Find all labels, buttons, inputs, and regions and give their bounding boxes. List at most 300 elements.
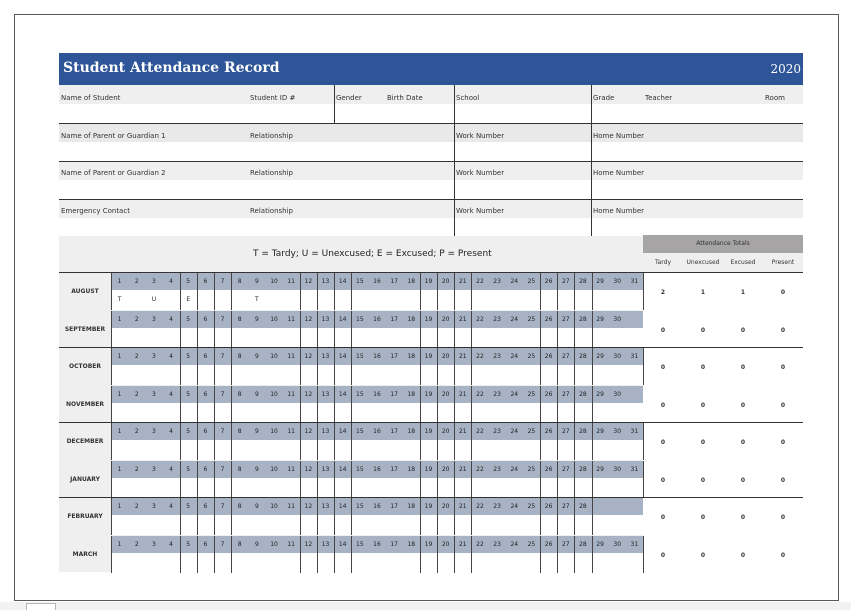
- day-number: 30: [613, 278, 622, 285]
- day-number: 17: [390, 540, 398, 548]
- day-number: 20: [441, 353, 450, 360]
- day-number: 5: [186, 503, 191, 510]
- day-number: 20: [441, 503, 450, 510]
- day-number: 22: [476, 278, 484, 285]
- day-number: 8: [237, 390, 242, 398]
- form-title: Student Attendance Record: [63, 60, 280, 76]
- month-label: SEPTEMBER: [64, 325, 106, 333]
- parent-2-label: Name of Parent or Guardian 2: [61, 169, 166, 177]
- info-row-3-input-band[interactable]: [59, 180, 803, 199]
- total-present: 0: [780, 514, 786, 521]
- total-present: 0: [780, 289, 786, 296]
- attendance-mark[interactable]: T: [117, 296, 122, 303]
- day-number: 27: [561, 390, 570, 398]
- day-number: 4: [169, 390, 173, 398]
- divider: [59, 199, 803, 200]
- day-number: 11: [287, 503, 295, 510]
- attendance-entry-row[interactable]: [111, 553, 643, 573]
- week-divider: [351, 423, 352, 460]
- day-number: 14: [338, 428, 347, 435]
- week-divider: [197, 461, 198, 498]
- week-divider: [197, 386, 198, 423]
- day-number: 8: [237, 278, 242, 285]
- total-tardy: 0: [660, 439, 666, 446]
- week-divider: [574, 273, 575, 310]
- day-number: 11: [287, 390, 295, 398]
- work-number-2-label: Work Number: [456, 169, 505, 177]
- day-number: 2: [134, 540, 139, 548]
- day-number: 9: [254, 503, 259, 510]
- day-number: 25: [527, 315, 536, 323]
- week-divider: [540, 273, 541, 310]
- day-number: 15: [356, 428, 364, 435]
- day-number: 19: [424, 540, 433, 548]
- day-number: 28: [579, 540, 587, 548]
- info-row-2-label-band: [59, 123, 803, 142]
- attendance-entry-row[interactable]: [111, 365, 643, 385]
- day-number: 26: [544, 278, 553, 285]
- day-number: 25: [527, 428, 536, 435]
- total-tardy: 0: [660, 551, 666, 559]
- day-number: 21: [458, 503, 467, 510]
- attendance-mark[interactable]: T: [255, 296, 259, 303]
- week-divider: [180, 348, 181, 385]
- week-divider: [214, 461, 215, 498]
- day-number: 4: [169, 540, 173, 548]
- day-number: 8: [237, 428, 242, 435]
- day-number: 4: [169, 315, 173, 323]
- total-unexcused: 0: [700, 551, 706, 559]
- month-divider: [111, 423, 112, 460]
- day-number: 14: [338, 465, 347, 473]
- day-number: 29: [596, 278, 604, 285]
- week-divider: [231, 348, 232, 385]
- day-number: 12: [304, 278, 313, 285]
- week-divider: [300, 423, 301, 460]
- info-row-4-label-band: [59, 199, 803, 218]
- day-number: 25: [527, 278, 536, 285]
- week-divider: [420, 536, 421, 573]
- day-number: 15: [356, 353, 364, 360]
- attendance-entry-row[interactable]: [111, 440, 643, 460]
- day-number: 19: [424, 503, 433, 510]
- week-divider: [454, 536, 455, 573]
- day-number: 22: [476, 353, 484, 360]
- info-row-2-input-band[interactable]: [59, 142, 803, 161]
- week-divider: [454, 423, 455, 460]
- week-divider: [420, 386, 421, 423]
- day-number: 16: [373, 465, 381, 473]
- day-number: 4: [169, 278, 173, 285]
- day-number: 24: [510, 390, 519, 398]
- day-number: 17: [390, 390, 398, 398]
- day-number: 6: [203, 353, 208, 360]
- week-divider: [197, 423, 198, 460]
- total-present: 0: [780, 476, 786, 484]
- day-number: 6: [203, 428, 208, 435]
- week-divider: [351, 273, 352, 310]
- total-excused: 0: [740, 551, 746, 559]
- day-number: 25: [527, 465, 536, 473]
- week-divider: [197, 273, 198, 310]
- day-number: 10: [270, 278, 278, 285]
- day-number: 30: [613, 428, 622, 435]
- week-divider: [454, 311, 455, 348]
- day-number: 13: [321, 278, 330, 285]
- week-divider: [317, 273, 318, 310]
- week-divider: [351, 498, 352, 535]
- attendance-entry-row[interactable]: [111, 515, 643, 535]
- week-divider: [231, 273, 232, 310]
- day-number: 21: [458, 315, 467, 323]
- week-divider: [214, 498, 215, 535]
- week-divider: [317, 498, 318, 535]
- week-divider: [592, 498, 593, 535]
- day-number: 19: [424, 353, 433, 360]
- day-number: 1: [117, 540, 122, 548]
- week-divider: [592, 461, 593, 498]
- day-number: 20: [441, 278, 450, 285]
- day-number: 16: [373, 390, 381, 398]
- month-label: NOVEMBER: [66, 400, 104, 408]
- day-number: 14: [338, 278, 347, 285]
- week-divider: [334, 273, 335, 310]
- day-number: 23: [493, 428, 501, 435]
- day-number: 28: [579, 465, 587, 473]
- total-present: 0: [780, 326, 786, 334]
- day-number: 26: [544, 315, 553, 323]
- day-number: 9: [254, 465, 259, 473]
- month-divider: [111, 461, 112, 498]
- day-number: 6: [203, 540, 208, 548]
- day-number: 25: [527, 540, 536, 548]
- day-number: 8: [237, 353, 242, 360]
- sheet-tab[interactable]: [26, 603, 56, 610]
- day-number: 30: [613, 315, 622, 323]
- week-divider: [420, 461, 421, 498]
- day-number: 26: [544, 465, 553, 473]
- day-number: 17: [390, 465, 398, 473]
- day-number: 23: [493, 353, 501, 360]
- week-divider: [471, 348, 472, 385]
- day-number: 9: [254, 315, 259, 323]
- day-number: 28: [579, 353, 587, 360]
- day-number: 28: [579, 503, 587, 510]
- month-divider: [111, 536, 112, 573]
- day-number: 12: [304, 353, 313, 360]
- day-number: 28: [579, 428, 587, 435]
- day-number: 22: [476, 540, 484, 548]
- day-number: 20: [441, 465, 450, 473]
- week-divider: [180, 311, 181, 348]
- day-number: 16: [373, 428, 381, 435]
- day-number: 18: [407, 465, 416, 473]
- day-number: 30: [613, 390, 622, 398]
- week-divider: [471, 423, 472, 460]
- info-row-4-input-band[interactable]: [59, 218, 803, 236]
- week-divider: [557, 498, 558, 535]
- week-divider: [592, 311, 593, 348]
- totals-col-tardy: Tardy: [654, 259, 672, 266]
- day-number: 27: [561, 540, 570, 548]
- attendance-entry-row[interactable]: [111, 403, 643, 423]
- totals-col-unexcused: Unexcused: [686, 259, 720, 266]
- week-divider: [557, 273, 558, 310]
- week-divider: [300, 311, 301, 348]
- week-divider: [437, 461, 438, 498]
- teacher-label: Teacher: [645, 94, 673, 102]
- day-number: 11: [287, 353, 295, 360]
- work-number-1-label: Work Number: [456, 132, 505, 140]
- week-divider: [471, 386, 472, 423]
- day-number: 13: [321, 353, 330, 360]
- day-number: 13: [321, 465, 330, 473]
- home-number-3-label: Home Number: [593, 207, 645, 215]
- week-divider: [574, 311, 575, 348]
- attendance-entry-row[interactable]: [111, 328, 643, 348]
- week-divider: [334, 386, 335, 423]
- attendance-entry-row[interactable]: [111, 478, 643, 498]
- day-number: 20: [441, 428, 450, 435]
- day-number: 28: [579, 390, 587, 398]
- week-divider: [197, 536, 198, 573]
- day-number: 2: [134, 390, 139, 398]
- day-number: 19: [424, 428, 433, 435]
- total-tardy: 0: [660, 364, 666, 371]
- gender-label: Gender: [336, 94, 362, 102]
- day-number: 2: [134, 428, 139, 435]
- total-tardy: 0: [660, 476, 666, 484]
- week-divider: [197, 348, 198, 385]
- attendance-sheet: [59, 53, 803, 559]
- day-number: 16: [373, 503, 381, 510]
- emergency-contact-label: Emergency Contact: [61, 207, 130, 215]
- week-divider: [214, 311, 215, 348]
- day-number: 5: [186, 465, 191, 473]
- day-number: 30: [613, 465, 622, 473]
- week-divider: [540, 498, 541, 535]
- day-number: 18: [407, 278, 416, 285]
- week-divider: [540, 423, 541, 460]
- day-number: 2: [134, 353, 139, 360]
- week-divider: [317, 348, 318, 385]
- day-number: 1: [117, 428, 122, 435]
- day-number: 24: [510, 428, 519, 435]
- week-divider: [540, 386, 541, 423]
- totals-block: [643, 423, 803, 498]
- day-number: 17: [390, 503, 398, 510]
- month-divider: [111, 386, 112, 423]
- total-unexcused: 0: [700, 476, 706, 484]
- birth-date-label: Birth Date: [387, 94, 423, 102]
- week-divider: [574, 498, 575, 535]
- week-divider: [540, 536, 541, 573]
- day-number: 31: [630, 353, 639, 360]
- day-number: 4: [169, 465, 173, 473]
- totals-block: [643, 273, 803, 348]
- week-divider: [351, 311, 352, 348]
- month-divider: [111, 498, 112, 535]
- day-number: 24: [510, 503, 519, 510]
- day-number: 1: [117, 465, 122, 473]
- day-number: 18: [407, 390, 416, 398]
- day-number: 3: [151, 465, 156, 473]
- week-divider: [471, 273, 472, 310]
- week-divider: [180, 461, 181, 498]
- week-divider: [540, 348, 541, 385]
- week-divider: [197, 311, 198, 348]
- day-number: 1: [117, 315, 122, 323]
- day-number: 26: [544, 428, 553, 435]
- total-excused: 0: [740, 439, 746, 446]
- day-number: 13: [321, 503, 330, 510]
- day-number: 12: [304, 465, 313, 473]
- day-number: 4: [169, 428, 173, 435]
- week-divider: [300, 348, 301, 385]
- day-number: 15: [356, 390, 364, 398]
- day-number: 7: [220, 353, 225, 360]
- day-number: 23: [493, 315, 501, 323]
- day-number: 7: [220, 278, 225, 285]
- day-number: 23: [493, 465, 501, 473]
- day-number: 27: [561, 353, 570, 360]
- day-number: 14: [338, 315, 347, 323]
- day-number: 6: [203, 278, 208, 285]
- day-number: 22: [476, 315, 484, 323]
- day-number: 11: [287, 540, 295, 548]
- day-number: 13: [321, 390, 330, 398]
- day-number: 2: [134, 503, 139, 510]
- day-number: 11: [287, 465, 295, 473]
- info-row-1-input-band[interactable]: [59, 104, 803, 123]
- week-divider: [214, 273, 215, 310]
- attendance-legend: T = Tardy; U = Unexcused; E = Excused; P = Present: [253, 249, 492, 259]
- day-number: 3: [151, 278, 156, 285]
- week-divider: [180, 536, 181, 573]
- week-divider: [180, 386, 181, 423]
- total-present: 0: [780, 364, 786, 371]
- week-divider: [454, 386, 455, 423]
- day-number: 18: [407, 353, 416, 360]
- total-unexcused: 0: [700, 364, 706, 371]
- day-number: 26: [544, 353, 553, 360]
- attendance-mark[interactable]: E: [186, 296, 191, 303]
- home-number-2-label: Home Number: [593, 169, 645, 177]
- day-number: 23: [493, 503, 501, 510]
- totals-col-present: Present: [771, 259, 795, 266]
- day-number: 27: [561, 503, 570, 510]
- day-number: 31: [630, 540, 639, 548]
- week-divider: [180, 423, 181, 460]
- day-number: 29: [596, 315, 604, 323]
- day-number: 9: [254, 390, 259, 398]
- day-number: 5: [186, 540, 191, 548]
- totals-col-excused: Excused: [730, 259, 756, 266]
- day-number: 6: [203, 503, 208, 510]
- day-number: 23: [493, 540, 501, 548]
- day-number: 15: [356, 465, 364, 473]
- week-divider: [180, 498, 181, 535]
- week-divider: [574, 386, 575, 423]
- week-divider: [592, 273, 593, 310]
- day-number: 14: [338, 540, 347, 548]
- day-number: 7: [220, 465, 225, 473]
- week-divider: [437, 273, 438, 310]
- week-divider: [437, 348, 438, 385]
- home-number-1-label: Home Number: [593, 132, 645, 140]
- day-number: 10: [270, 428, 278, 435]
- week-divider: [334, 498, 335, 535]
- day-number: 29: [596, 465, 604, 473]
- day-number: 3: [151, 353, 156, 360]
- day-number: 5: [186, 315, 191, 323]
- total-tardy: 0: [660, 401, 666, 409]
- day-number: 27: [561, 465, 570, 473]
- week-divider: [231, 498, 232, 535]
- week-divider: [471, 498, 472, 535]
- school-label: School: [456, 94, 480, 102]
- week-divider: [231, 536, 232, 573]
- week-divider: [592, 536, 593, 573]
- day-number: 18: [407, 428, 416, 435]
- month-label: AUGUST: [71, 288, 99, 295]
- day-number: 16: [373, 315, 381, 323]
- divider: [454, 85, 455, 236]
- week-divider: [471, 461, 472, 498]
- total-excused: 0: [740, 401, 746, 409]
- week-divider: [197, 498, 198, 535]
- day-number: 14: [338, 503, 347, 510]
- week-divider: [214, 536, 215, 573]
- week-divider: [317, 461, 318, 498]
- week-divider: [317, 536, 318, 573]
- day-number: 29: [596, 353, 604, 360]
- week-divider: [420, 311, 421, 348]
- day-number: 6: [203, 315, 208, 323]
- total-unexcused: 1: [700, 289, 706, 296]
- week-divider: [557, 348, 558, 385]
- day-number: 3: [151, 390, 156, 398]
- day-number: 22: [476, 465, 484, 473]
- day-number: 21: [458, 278, 467, 285]
- week-divider: [231, 423, 232, 460]
- total-tardy: 0: [660, 326, 666, 334]
- month-label: DECEMBER: [66, 438, 104, 445]
- info-row-1-label-band: [59, 85, 803, 104]
- attendance-mark[interactable]: U: [151, 296, 157, 303]
- totals-block: [643, 498, 803, 573]
- divider: [59, 123, 803, 124]
- totals-block: [643, 348, 803, 423]
- month-label: FEBRUARY: [67, 513, 103, 520]
- week-divider: [557, 423, 558, 460]
- total-excused: 0: [740, 326, 746, 334]
- day-number: 10: [270, 390, 278, 398]
- week-divider: [454, 498, 455, 535]
- day-number: 9: [254, 278, 259, 285]
- day-number: 12: [304, 315, 313, 323]
- day-number: 4: [169, 353, 173, 360]
- day-number: 26: [544, 390, 553, 398]
- day-number: 5: [186, 428, 191, 435]
- day-number: 14: [338, 390, 347, 398]
- day-number: 10: [270, 353, 278, 360]
- week-divider: [317, 311, 318, 348]
- week-divider: [574, 348, 575, 385]
- total-unexcused: 0: [700, 514, 706, 521]
- student-id-label: Student ID #: [250, 94, 296, 102]
- day-number: 3: [151, 315, 156, 323]
